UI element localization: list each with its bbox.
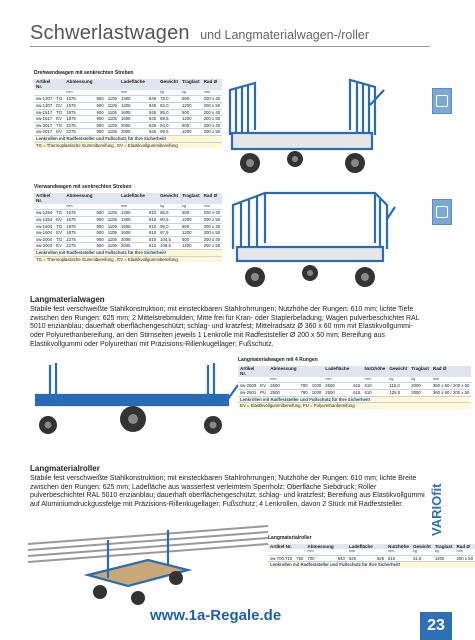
- table-cell: 625: [347, 555, 375, 562]
- table-cell: 1105: [107, 122, 117, 128]
- table-cell: 108,5: [158, 243, 180, 250]
- table-cell: 2500: [323, 383, 351, 390]
- table-cell: 1105: [107, 223, 117, 229]
- table-header-cell: [54, 193, 64, 204]
- table-header-cell: Artikel Nr.: [34, 193, 54, 204]
- table-header-cell: Abmessung: [64, 79, 94, 90]
- section-body: Stabile fest verschweißte Stahlkonstruktion; mit einsteckbaren Stahlrohrrungen; Nutzhöhe der Rungen: 610 mm; lichte Breite zwischen den Rungen: 625 mm; Ladefläche aus wasserfest verleimtem Sperrholz; Oberfläche Siebdruck; Roller pulverbeschichtet RAL 5010 enzianblau; dauerhaft oberflächengeschützt; schlag- und kratzfest; Bereifung aus Elastikvollgummi auf Aluminiumdruckgussfelge mit Präzisions-Rillenkugellager; Fußschutz; 4 Lenkrollen, davon 2 Stück mit Radfeststeller.: [30, 474, 425, 509]
- table-cell: 200 x 50: [203, 102, 221, 108]
- table-cell: 810: [148, 216, 157, 222]
- table-cell: 90,5: [158, 216, 180, 223]
- table-cell: 1200: [433, 555, 455, 562]
- table-cell: 360 x 60 / 200 x 50: [432, 389, 470, 395]
- table-header-cell: Gewicht: [387, 366, 409, 377]
- unit-cell: kg: [160, 89, 165, 94]
- table-header-cell: [310, 366, 324, 377]
- table-header-cell: Artikel Nr.: [268, 544, 294, 550]
- table-row: [34, 230, 222, 237]
- table-cell: 1030: [311, 383, 322, 389]
- table-cell: 810: [148, 236, 157, 242]
- table-cell: 200 x 50: [456, 555, 473, 561]
- table-row: [34, 116, 222, 123]
- page-number: 23: [420, 612, 452, 640]
- table-header-cell: [258, 366, 268, 377]
- table-cell: 615: [353, 383, 361, 389]
- table-cell: 104,5: [158, 236, 180, 243]
- table-cell: 1305: [119, 102, 147, 109]
- langmaterialroller-image: [28, 520, 268, 608]
- table-row: [34, 216, 222, 223]
- table-cell: 2005: [119, 129, 147, 136]
- table-title: Vierwandwagen mit senkrechten Streben: [34, 184, 132, 190]
- table-header-cell: Nutzhöhe: [388, 543, 409, 549]
- table-cell: 1200: [180, 129, 202, 136]
- table-cell: 610: [362, 389, 387, 396]
- table-cell: 1605: [119, 116, 147, 123]
- table-cell: 500: [180, 210, 202, 217]
- table-cell: 94,0: [158, 122, 180, 129]
- table-cell: 900: [96, 109, 104, 115]
- table-cell: 500: [180, 122, 202, 129]
- table-cell: 900: [96, 216, 104, 222]
- table-cell: 99,5: [158, 129, 180, 136]
- table-cell: 2005: [119, 122, 147, 129]
- table-note: EV = Elastikvollgummibereifung, PU = Polyurethanbereifung: [238, 403, 471, 409]
- table-cell: 810: [148, 223, 157, 229]
- unit-cell: mm: [307, 549, 314, 554]
- table-cell: 200 x 50: [203, 243, 221, 249]
- table-cell: 900: [96, 210, 104, 216]
- unit-cell: kg: [411, 376, 416, 381]
- table-row: [238, 383, 471, 390]
- table-cell: 500: [180, 109, 202, 116]
- table-row: [34, 109, 222, 116]
- table-cell: sw-1307: [36, 96, 53, 102]
- table-cell: 1575: [64, 102, 94, 109]
- table-cell: 845: [148, 129, 157, 135]
- table-cell: 200 x 40: [203, 96, 221, 102]
- table-cell: 610: [362, 383, 387, 390]
- table-cell: sw-1604: [36, 230, 53, 236]
- table-cell: 1030: [311, 389, 322, 395]
- table-cell: 500: [180, 96, 202, 103]
- table-cell: 1575: [64, 216, 94, 223]
- table-row: [34, 210, 222, 217]
- table-note: Lenkrollen mit Radfeststeller und Fußschutz für Ihre Sicherheit!: [238, 396, 471, 403]
- unit-cell: kg: [160, 203, 165, 208]
- table-cell: 1605: [119, 109, 147, 116]
- table-cell: 845: [148, 122, 157, 128]
- table-cell: 115,0: [387, 383, 409, 390]
- table-cell: 2500: [268, 389, 298, 396]
- table-cell: 3000: [409, 389, 431, 396]
- table-cell: sw-1254: [36, 216, 53, 222]
- table-cell: 2275: [64, 122, 94, 129]
- table-cell: TG: [56, 96, 63, 102]
- vierwandwagen-image: [225, 185, 395, 295]
- unit-cell: mm: [432, 376, 440, 381]
- table-cell: 1875: [64, 116, 94, 123]
- table-cell: PU: [260, 389, 267, 395]
- table-cell: 500: [180, 236, 202, 243]
- table-cell: 900: [96, 122, 104, 128]
- table-header-cell: Ladefläche: [119, 193, 147, 204]
- table-langmaterialroller: [268, 535, 473, 568]
- table-cell: 1105: [107, 129, 117, 135]
- table-cell: 810: [148, 210, 157, 216]
- page-header: [30, 22, 430, 50]
- section-heading: Langmaterialwagen: [30, 295, 105, 304]
- unit-cell: mm: [120, 203, 128, 208]
- table-cell: 845: [148, 96, 157, 102]
- table-header-cell: Gewicht: [412, 543, 431, 549]
- table-cell: 86,5: [158, 210, 180, 217]
- table-cell: 200 x 50: [203, 116, 221, 122]
- table-header-cell: Abmessung: [64, 193, 94, 204]
- table-cell: 31,5: [411, 555, 433, 562]
- table-cell: 200 x 40: [203, 210, 221, 216]
- table-cell: 610: [386, 555, 411, 562]
- table-header-cell: Rad Ø: [454, 544, 475, 550]
- table-header-cell: Nutzhöhe: [362, 366, 387, 377]
- table-cell: TG: [56, 236, 63, 242]
- table-cell: EV: [54, 230, 64, 237]
- table-cell: 360 x 60 / 200 x 50: [432, 383, 470, 389]
- table-header-cell: [106, 79, 119, 90]
- product-table: [238, 366, 471, 409]
- table-cell: 845: [148, 109, 157, 115]
- table-cell: 78,0: [158, 96, 180, 103]
- table-cell: 750: [296, 555, 304, 561]
- table-cell: 900: [96, 243, 104, 249]
- table-cell: 1305: [119, 216, 147, 223]
- table-header-cell: Traglast: [180, 79, 202, 90]
- table-cell: 1105: [107, 230, 117, 236]
- table-cell: 200 x 50: [203, 230, 221, 236]
- table-cell: 900: [96, 116, 104, 122]
- unit-cell: kg: [412, 549, 417, 554]
- table-header-cell: Abmessung: [268, 366, 298, 377]
- table-cell: sw-2501: [240, 389, 257, 395]
- table-cell: 1105: [107, 102, 117, 108]
- table-header-cell: Ladefläche: [323, 366, 351, 377]
- table-cell: sw-2017: [36, 122, 53, 128]
- table-header-cell: Gewicht: [158, 193, 180, 204]
- puzzle-thumb: [432, 88, 452, 114]
- table-note: TG = Thermoplastische Gummibereifung , EV = Elastikvollgummibereifung: [34, 142, 222, 148]
- table-cell: 1200: [180, 102, 202, 109]
- table-cell: 125,0: [387, 389, 409, 396]
- brand-text: VARIOfit: [429, 483, 444, 536]
- unit-cell: mm: [203, 203, 210, 208]
- table-header-cell: [147, 193, 158, 204]
- table-cell: 2000: [409, 383, 431, 390]
- table-drehwendwagen: [34, 71, 219, 148]
- table-row: [34, 96, 222, 103]
- table-cell: sw-2004: [36, 236, 53, 242]
- unit-cell: mm: [66, 203, 73, 208]
- table-cell: 1105: [107, 210, 117, 216]
- table-title: Drehwendwagen mit senkrechten Streben: [34, 70, 134, 76]
- product-table: [268, 544, 475, 568]
- section-langmaterialroller: [30, 465, 425, 510]
- table-header-cell: Traglast: [180, 193, 202, 204]
- table-cell: 200 x 50: [203, 216, 221, 222]
- table-cell: 200 x 50: [203, 129, 221, 135]
- table-cell: 900: [96, 236, 104, 242]
- table-note: Lenkrollen mit Radfeststeller und Fußschutz für Ihre Sicherheit!: [34, 249, 222, 256]
- table-cell: 615: [353, 389, 361, 395]
- footer-url[interactable]: www.1a-Regale.de: [150, 607, 282, 624]
- table-cell: 89,5: [158, 116, 180, 123]
- table-cell: sw-1307: [36, 102, 53, 108]
- table-header-cell: Ladefläche: [348, 543, 373, 549]
- table-cell: 900: [96, 96, 104, 102]
- table-cell: 95,0: [158, 223, 180, 230]
- table-cell: 200 x 40: [203, 122, 221, 128]
- unit-cell: mm: [270, 376, 277, 381]
- page-subtitle: und Langmaterialwagen-/roller: [200, 28, 370, 42]
- unit-cell: mm: [456, 549, 463, 554]
- table-cell: 1105: [107, 96, 117, 102]
- table-cell: sw-1254: [36, 210, 53, 216]
- table-cell: 1200: [180, 230, 202, 237]
- table-cell: sw-1617: [36, 116, 53, 122]
- page-title: Schwerlastwagen: [30, 22, 190, 44]
- table-cell: 2005: [119, 236, 147, 243]
- table-header-cell: [95, 79, 106, 90]
- table-cell: 700: [305, 555, 335, 562]
- table-row: [238, 389, 471, 396]
- langmaterialwagen-image: [28, 355, 238, 445]
- table-header-cell: Ladefläche: [119, 79, 147, 90]
- table-cell: 940: [337, 555, 345, 561]
- table-cell: EV: [54, 243, 64, 250]
- product-table: [34, 193, 222, 263]
- table-cell: 2500: [268, 383, 298, 390]
- table-header-cell: [147, 79, 158, 90]
- section-body: Stabile fest verschweißte Stahlkonstruktion; mit einsteckbaren Stahlrohrrungen; Nutzhöhe der Rungen: 610 mm; lichte Tiefe zwischen den Rungen: 625 mm; 2 Mittelstrebmulden; Mitte frei für Kran- oder Staplerbeladung; Wagen pulverbeschichtet RAL 5010 enzianblau; dauerhaft oberflächengeschützt; schlag- und kratzfest; Mittelradsatz Ø 360 x 60 mm mit Elastikvollgummi- oder Polyurethanbereifung, an den Stirnseiten jeweils 1 Lenkrolle mit Radfeststeller Ø 200 x 50 mm; Bereifung aus Elastikvollgummi oder Polyurethan mit Präzisions-Rillenkugellager; Fußschutz.: [30, 305, 420, 348]
- table-header-cell: [351, 366, 362, 377]
- unit-cell: mm: [348, 549, 356, 554]
- table-header-cell: Rad Ø: [431, 366, 472, 377]
- table-header-cell: [95, 193, 106, 204]
- table-cell: TG: [56, 122, 63, 128]
- table-cell: 2275: [64, 129, 94, 136]
- section-langmaterialwagen: [30, 296, 425, 350]
- table-cell: 97,5: [158, 230, 180, 237]
- table-header-cell: Artikel Nr.: [238, 366, 258, 377]
- table-cell: 200 x 40: [203, 223, 221, 229]
- table-cell: 200 x 40: [203, 109, 221, 115]
- table-cell: sw-2500: [240, 383, 257, 389]
- table-header-cell: Artikel Nr.: [34, 79, 54, 90]
- table-cell: 1305: [119, 210, 147, 217]
- table-header-cell: [54, 79, 64, 90]
- unit-cell: mm: [388, 549, 395, 554]
- product-table: [34, 79, 222, 149]
- table-header-cell: Gewicht: [158, 79, 180, 90]
- table-cell: 1105: [107, 216, 117, 222]
- table-cell: 2500: [323, 389, 351, 396]
- table-row: [34, 243, 222, 250]
- table-row: [34, 129, 222, 136]
- table-cell: 1105: [107, 236, 117, 242]
- table-row: [268, 555, 475, 562]
- table-cell: 1875: [64, 223, 94, 230]
- table-row: [34, 102, 222, 109]
- unit-cell: kg: [434, 549, 439, 554]
- table-cell: TG: [56, 223, 63, 229]
- table-header-cell: Traglast: [409, 366, 431, 377]
- table-cell: 2005: [119, 243, 147, 250]
- table-note: Lenkrollen mit Radfeststeller und Fußschutz für Ihre Sicherheit!: [34, 135, 222, 142]
- table-cell: 900: [96, 129, 104, 135]
- table-langmaterialwagen: [238, 357, 470, 409]
- table-cell: 625: [376, 555, 385, 561]
- table-header-cell: [106, 193, 119, 204]
- header-rule: [30, 46, 430, 47]
- table-cell: 2275: [64, 243, 94, 250]
- table-cell: 1105: [107, 109, 117, 115]
- table-cell: 1875: [64, 230, 94, 237]
- table-cell: 845: [148, 102, 157, 108]
- table-cell: 900: [96, 102, 104, 108]
- section-heading: Langmaterialroller: [30, 464, 100, 473]
- table-header-cell: [299, 366, 310, 377]
- table-note: TG = Thermoplastische Gummibereifung , EV = Elastikvollgummibereifung: [34, 256, 222, 262]
- table-cell: EV: [54, 129, 64, 136]
- table-cell: 1200: [180, 216, 202, 223]
- unit-cell: mm: [203, 89, 210, 94]
- table-cell: 1105: [107, 243, 117, 249]
- unit-cell: kg: [389, 376, 394, 381]
- table-header-cell: Traglast: [434, 543, 453, 549]
- table-cell: 1575: [64, 210, 94, 217]
- unit-cell: mm: [120, 89, 128, 94]
- unit-cell: mm: [325, 376, 332, 381]
- table-cell: 1575: [64, 96, 94, 103]
- table-row: [34, 122, 222, 129]
- table-cell: 2275: [64, 236, 94, 243]
- table-note: Lenkrollen mit Radfeststeller und Fußschutz für Ihre Sicherheit!: [268, 562, 475, 568]
- puzzle-icon: [436, 206, 448, 218]
- table-cell: 1105: [107, 116, 117, 122]
- table-cell: EV: [54, 102, 64, 109]
- table-header-cell: Rad Ø: [202, 79, 223, 90]
- table-cell: 1875: [64, 109, 94, 116]
- table-cell: 1605: [119, 230, 147, 237]
- table-cell: 200 x 40: [203, 236, 221, 242]
- unit-cell: kg: [181, 89, 186, 94]
- table-cell: 900: [96, 230, 104, 236]
- table-cell: sw-700.710: [270, 555, 293, 561]
- table-cell: 85,0: [158, 109, 180, 116]
- table-cell: EV: [258, 383, 268, 390]
- table-cell: sw-2017: [36, 129, 53, 135]
- table-row: [34, 223, 222, 230]
- drehwendwagen-image: [220, 75, 385, 180]
- table-cell: sw-2004: [36, 243, 53, 249]
- table-cell: EV: [54, 216, 64, 223]
- table-cell: sw-1617: [36, 109, 53, 115]
- unit-cell: kg: [181, 203, 186, 208]
- table-cell: 1605: [119, 223, 147, 230]
- table-cell: 500: [180, 223, 202, 230]
- table-cell: 1305: [119, 96, 147, 103]
- table-cell: sw-1604: [36, 223, 53, 229]
- table-cell: 780: [300, 383, 308, 389]
- unit-cell: mm: [66, 89, 73, 94]
- unit-cell: mm: [364, 376, 371, 381]
- table-row: [34, 236, 222, 243]
- table-cell: TG: [56, 210, 63, 216]
- table-cell: 82,0: [158, 102, 180, 109]
- table-header-cell: Rad Ø: [202, 193, 223, 204]
- table-cell: 845: [148, 116, 157, 122]
- table-cell: 1200: [180, 243, 202, 250]
- table-cell: TG: [56, 109, 63, 115]
- table-cell: 780: [300, 389, 308, 395]
- variofit-logo: [425, 480, 447, 540]
- table-cell: 900: [96, 223, 104, 229]
- table-title: Langmaterialwagen mit 4 Rungen: [238, 357, 318, 363]
- puzzle-thumb: [432, 199, 452, 225]
- puzzle-icon: [436, 95, 448, 107]
- table-cell: 1200: [180, 116, 202, 123]
- table-cell: 810: [148, 243, 157, 249]
- table-cell: EV: [54, 116, 64, 123]
- table-cell: 810: [148, 230, 157, 236]
- table-title: Langmaterialroller: [268, 535, 312, 541]
- table-header-cell: Abmessung: [307, 543, 334, 549]
- table-vierwandwagen: [34, 185, 219, 262]
